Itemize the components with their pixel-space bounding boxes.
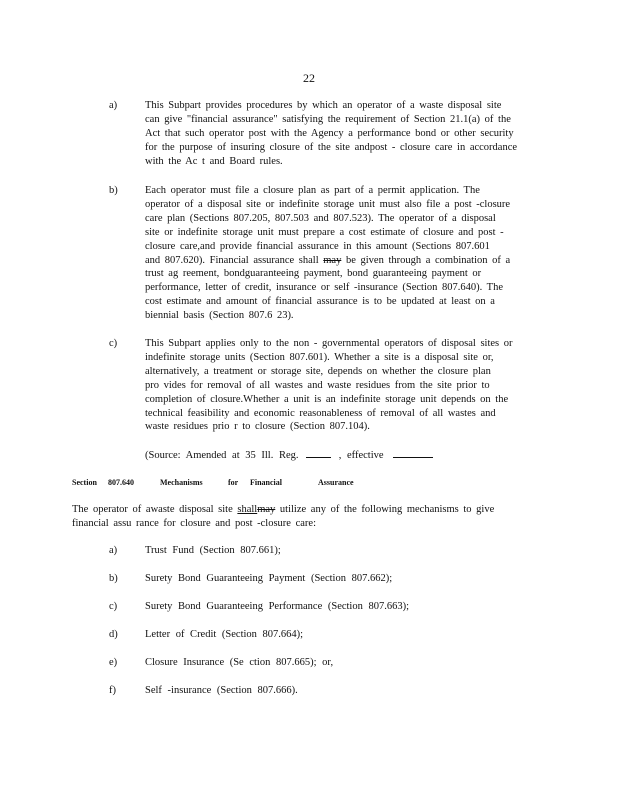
section-title-word: Financial bbox=[250, 478, 283, 487]
list-item-text: Letter of Credit (Section 807.664); bbox=[145, 629, 304, 640]
list-item-text: Surety Bond Guaranteeing Payment (Section 807.662); bbox=[145, 573, 393, 584]
section-title-word: Mechanisms bbox=[160, 478, 203, 487]
page-number: 22 bbox=[303, 71, 315, 85]
text-line: This Subpart provides procedures by which an operator of a waste disposal site bbox=[145, 100, 502, 111]
list-item-label: f) bbox=[109, 685, 116, 696]
list-item-label: e) bbox=[109, 657, 118, 668]
text-fragment: be given through a combination of a bbox=[345, 254, 511, 266]
text-line: pro vides for removal of all wastes and waste residues from the site prior to bbox=[145, 379, 490, 391]
text-line: cost estimate and amount of financial assurance is to be updated at least on a bbox=[145, 296, 495, 308]
text-line bbox=[72, 503, 552, 517]
text-line: indefinite storage units (Section 807.601). Whether a site is a disposal site or, bbox=[145, 351, 494, 363]
intro-text bbox=[72, 503, 552, 531]
paragraph-a-text bbox=[145, 99, 549, 169]
section-label: Section bbox=[72, 478, 97, 487]
text-line: alternatively, a treatment or storage site, depends on whether the closure plan bbox=[145, 365, 491, 377]
inserted-word: shall bbox=[237, 504, 258, 515]
struck-word: may bbox=[257, 504, 276, 515]
text-line: for the purpose of insuring closure of the site andpost - closure care in accordance bbox=[145, 141, 518, 153]
paragraph-b bbox=[109, 184, 549, 323]
list-item-label: d) bbox=[109, 629, 118, 640]
text-fragment: The operator of awaste disposal site bbox=[72, 504, 233, 515]
list-item-text: Trust Fund (Section 807.661); bbox=[145, 545, 281, 556]
text-line: care plan (Sections 807.205, 807.503 and 807.523). The operator of a disposal bbox=[145, 212, 496, 224]
text-line: trust ag reement, bondguaranteeing payment, bond guaranteeing payment or bbox=[145, 268, 482, 280]
paragraph-c-text bbox=[145, 337, 549, 434]
paragraph-a-label: a) bbox=[109, 100, 118, 111]
text-line: can give "financial assurance" satisfying the requirement of Section 21.1(a) of the bbox=[145, 113, 511, 125]
list-item-label: a) bbox=[109, 545, 118, 556]
list-item-label: b) bbox=[109, 573, 118, 584]
text-line: with the Ac t and Board rules. bbox=[145, 155, 283, 167]
paragraph-b-text bbox=[145, 184, 549, 323]
paragraph-a bbox=[109, 99, 549, 169]
list-item-text: Self -insurance (Section 807.666). bbox=[145, 685, 298, 696]
paragraph-b-label: b) bbox=[109, 185, 118, 196]
text-line: completion of closure.Whether a unit is an indefinite storage unit depends on the bbox=[145, 393, 509, 405]
source-middle: , effective bbox=[338, 450, 384, 461]
section-number: 807.640 bbox=[108, 478, 134, 487]
text-fragment: and 807.620). Financial assurance shall bbox=[145, 254, 319, 266]
text-line: Each operator must file a closure plan as part of a permit application. The bbox=[145, 185, 480, 196]
text-line: site or indefinite storage unit must prepare a cost estimate of closure and post - bbox=[145, 226, 504, 238]
text-fragment: utilize any of the following mechanisms to give bbox=[279, 504, 495, 515]
paragraph-c bbox=[109, 337, 549, 434]
text-line: This Subpart applies only to the non - governmental operators of disposal sites or bbox=[145, 338, 513, 349]
section-heading bbox=[72, 478, 354, 487]
paragraph-c-label: c) bbox=[109, 338, 118, 349]
source-prefix: (Source: Amended at 35 Ill. Reg. bbox=[145, 450, 299, 461]
text-line: performance, letter of credit, insurance or self -insurance (Section 807.640). The bbox=[145, 282, 504, 294]
list-item-label: c) bbox=[109, 601, 118, 612]
section-title-word: for bbox=[228, 478, 239, 487]
text-line: biennial basis (Section 807.6 23). bbox=[145, 310, 294, 322]
text-line-with-strike bbox=[145, 254, 549, 268]
list-item-text: Surety Bond Guaranteeing Performance (Section 807.663); bbox=[145, 601, 410, 612]
text-line: waste residues prio r to closure (Section 807.104). bbox=[145, 421, 370, 433]
struck-word: may bbox=[323, 254, 342, 266]
section-title-word: Assurance bbox=[318, 478, 354, 487]
blank-line bbox=[393, 448, 433, 458]
text-line: operator of a disposal site or indefinite storage unit must also file a post -closure bbox=[145, 198, 511, 210]
text-line: financial assu rance for closure and post -closure care: bbox=[72, 518, 316, 529]
source-note bbox=[145, 448, 433, 461]
text-line: Act that such operator post with the Agency a performance bond or other security bbox=[145, 127, 514, 139]
list-item-text: Closure Insurance (Se ction 807.665); or, bbox=[145, 657, 334, 668]
blank-line bbox=[306, 448, 331, 458]
text-line: technical feasibility and economic reasonableness of removal of all wastes and bbox=[145, 407, 496, 419]
text-line: closure care,and provide financial assurance in this amount (Sections 807.601 bbox=[145, 240, 490, 252]
